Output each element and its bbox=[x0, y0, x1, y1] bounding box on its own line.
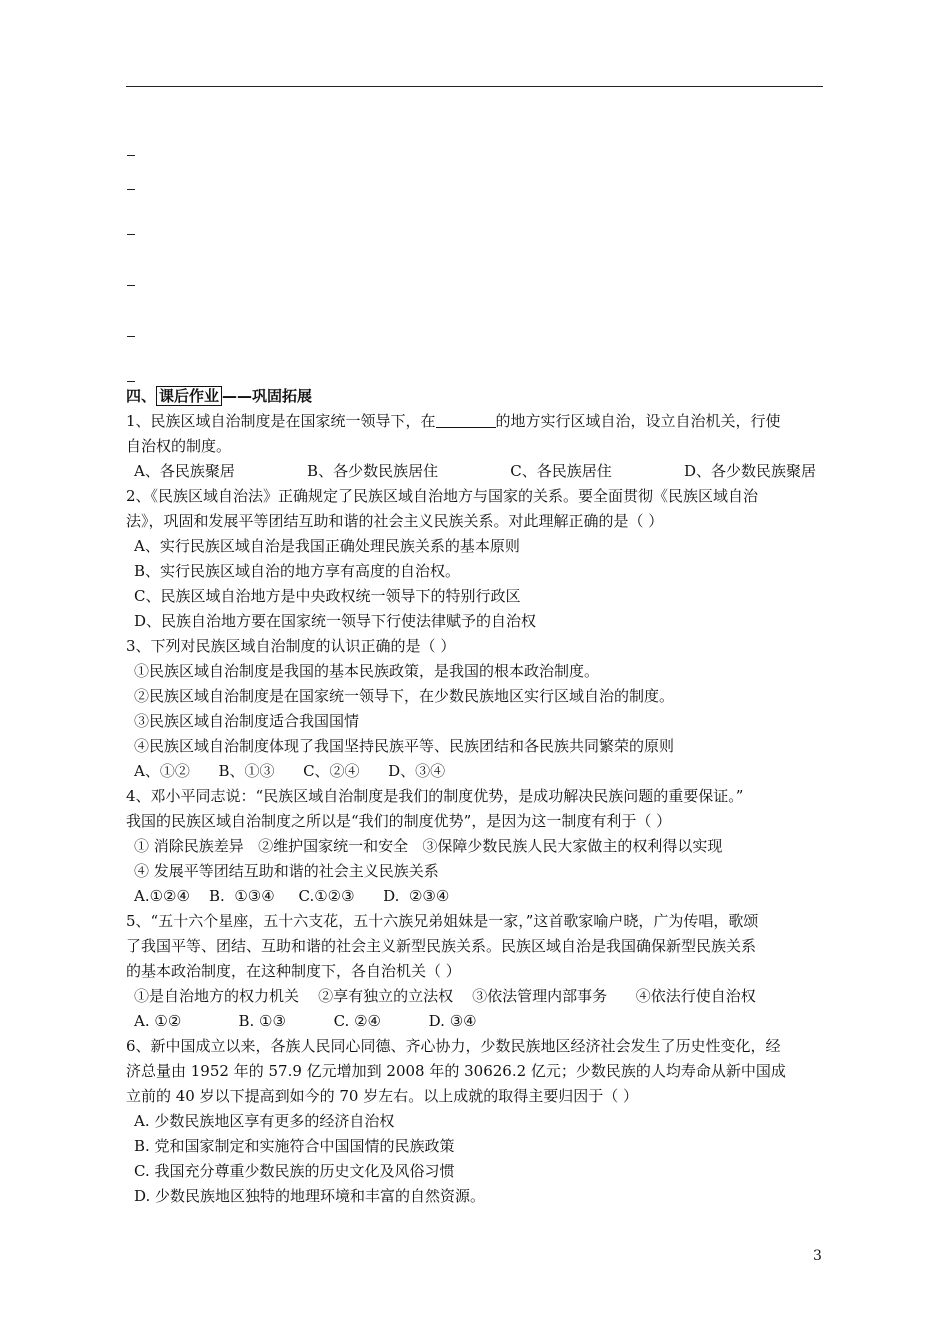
question-2 bbox=[126, 484, 826, 634]
statement-item: ①民族区域自治制度是我国的基本民族政策，是我国的根本政治制度。 bbox=[134, 662, 600, 680]
statement-item: ③民族区域自治制度适合我国国情 bbox=[134, 712, 360, 730]
blank-dash bbox=[127, 336, 135, 337]
option-b: B、实行民族区域自治的地方享有高度的自治权。 bbox=[134, 562, 461, 580]
option-c: C、各民族居住 bbox=[510, 462, 612, 480]
question-3 bbox=[126, 634, 826, 784]
section-heading bbox=[126, 384, 826, 409]
question-5 bbox=[126, 909, 826, 1034]
question-text: 5、“五十六个星座，五十六支花，五十六族兄弟姐妹是一家，”这首歌家喻户晓，广为传唱，歌颂 bbox=[126, 912, 759, 930]
question-text: 了我国平等、团结、互助和谐的社会主义新型民族关系。民族区域自治是我国确保新型民族关系 bbox=[126, 937, 757, 955]
section-suffix: ——巩固拓展 bbox=[222, 387, 313, 405]
blank-dash bbox=[127, 234, 135, 235]
question-4 bbox=[126, 784, 826, 909]
statement-item: ②民族区域自治制度是在国家统一领导下，在少数民族地区实行区域自治的制度。 bbox=[134, 687, 675, 705]
blank-dash bbox=[127, 285, 135, 286]
section-boxed-title: 课后作业 bbox=[156, 386, 222, 406]
question-text: 2、《民族区域自治法》正确规定了民族区域自治地方与国家的关系。要全面贯彻《民族区域自治 bbox=[126, 487, 759, 505]
option-b: B. 党和国家制定和实施符合中国国情的民族政策 bbox=[134, 1137, 455, 1155]
option-b: B、各少数民族居住 bbox=[307, 462, 439, 480]
option-a: A. 少数民族地区享有更多的经济自治权 bbox=[134, 1112, 395, 1130]
statement-item: ④ 发展平等团结互助和谐的社会主义民族关系 bbox=[134, 862, 439, 880]
question-text: 立前的 40 岁以下提高到如今的 70 岁左右。以上成就的取得主要归因于（ ） bbox=[126, 1087, 639, 1105]
question-text: 4、邓小平同志说：“民族区域自治制度是我们的制度优势，是成功解决民族问题的重要保证。” bbox=[126, 787, 744, 805]
option-d: D、民族自治地方要在国家统一领导下行使法律赋予的自治权 bbox=[134, 612, 537, 630]
blank-dash bbox=[127, 381, 135, 382]
statement-item: ① 消除民族差异 ②维护国家统一和安全 ③保障少数民族人民大家做主的权利得以实现 bbox=[134, 837, 723, 855]
header-rule bbox=[126, 86, 823, 87]
question-text: 1、民族区域自治制度是在国家统一领导下，在 的地方实行区域自治，设立自治机关，行使 bbox=[126, 412, 781, 430]
question-text: 的基本政治制度，在这种制度下，各自治机关（ ） bbox=[126, 962, 461, 980]
question-1 bbox=[126, 409, 826, 484]
question-text: 法》，巩固和发展平等团结互助和谐的社会主义民族关系。对此理解正确的是（ ） bbox=[126, 512, 664, 530]
statement-item: ④民族区域自治制度体现了我国坚持民族平等、民族团结和各民族共同繁荣的原则 bbox=[134, 737, 675, 755]
options-row: A.①②④ B. ①③④ C.①②③ D. ②③④ bbox=[134, 887, 450, 905]
fill-blank bbox=[436, 413, 496, 428]
option-d: D. 少数民族地区独特的地理环境和丰富的自然资源。 bbox=[134, 1187, 486, 1205]
section-prefix: 四、 bbox=[126, 387, 157, 405]
question-text: 济总量由 1952 年的 57.9 亿元增加到 2008 年的 30626.2 亿元；少数民族的人均寿命从新中国成 bbox=[126, 1062, 786, 1080]
page-number: 3 bbox=[813, 1248, 822, 1264]
question-text: 自治权的制度。 bbox=[126, 437, 232, 455]
question-text: 6、新中国成立以来，各族人民同心同德、齐心协力，少数民族地区经济社会发生了历史性变化，经 bbox=[126, 1037, 781, 1055]
option-c: C. 我国充分尊重少数民族的历史文化及风俗习惯 bbox=[134, 1162, 455, 1180]
question-text: 我国的民族区域自治制度之所以是“我们的制度优势”，是因为这一制度有利于（ ） bbox=[126, 812, 672, 830]
options-row: A. ①② B. ①③ C. ②④ D. ③④ bbox=[134, 1012, 477, 1030]
blank-dash bbox=[127, 155, 135, 156]
option-a: A、实行民族区域自治是我国正确处理民族关系的基本原则 bbox=[134, 537, 520, 555]
question-text: 3、下列对民族区域自治制度的认识正确的是（ ） bbox=[126, 637, 456, 655]
option-c: C、民族区域自治地方是中央政权统一领导下的特别行政区 bbox=[134, 587, 521, 605]
option-a: A、各民族聚居 bbox=[134, 462, 235, 480]
blank-dash bbox=[127, 189, 135, 190]
homework-section bbox=[126, 384, 826, 1209]
statement-item: ①是自治地方的权力机关 ②享有独立的立法权 ③依法管理内部事务 ④依法行使自治权 bbox=[134, 987, 756, 1005]
options-row: A、①② B、①③ C、②④ D、③④ bbox=[134, 762, 446, 780]
question-6 bbox=[126, 1034, 826, 1209]
option-d: D、各少数民族聚居 bbox=[683, 462, 816, 480]
options-row bbox=[126, 459, 826, 484]
